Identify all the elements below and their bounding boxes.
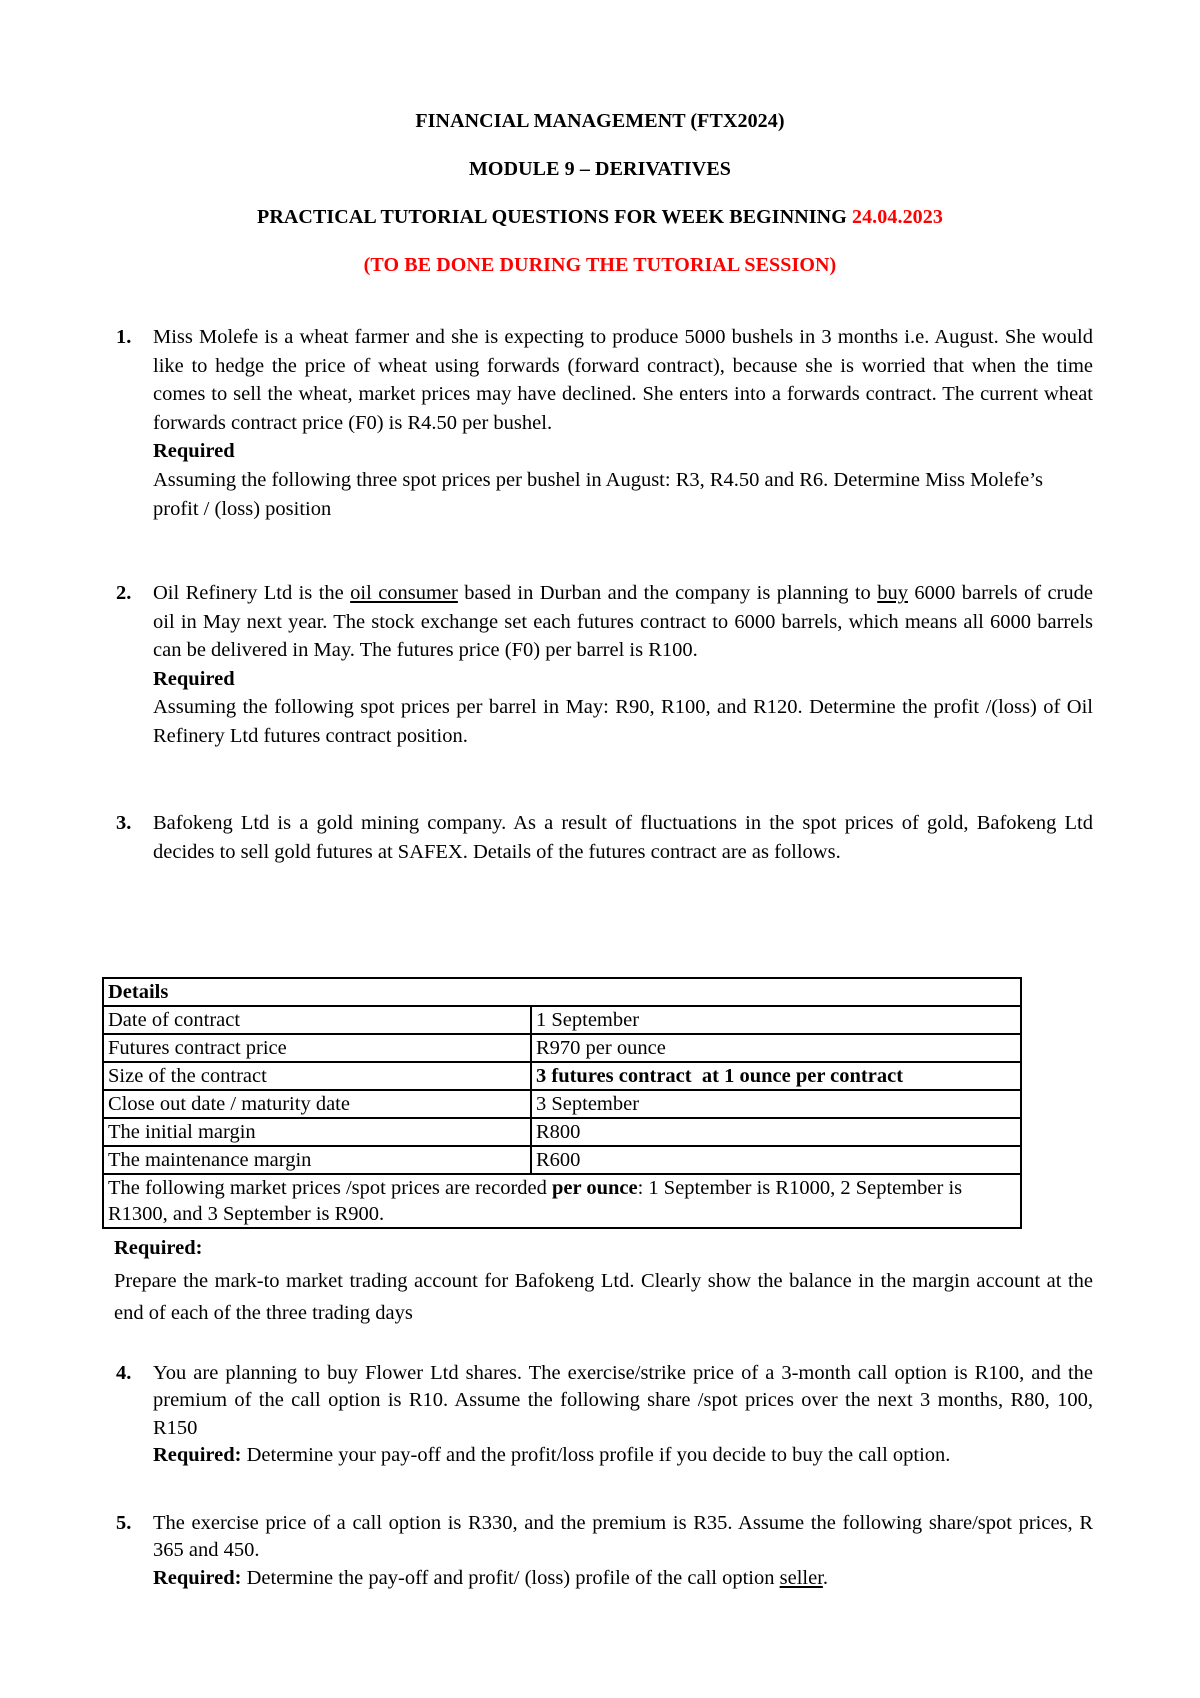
tutorial-date: 24.04.2023 bbox=[851, 206, 943, 228]
question-5 bbox=[116, 1510, 1093, 1592]
required-text: Assuming the following three spot prices per bushel in August: R3, R4.50 and R6. Determine Miss Molefe’s profit / (loss) position bbox=[153, 468, 1043, 520]
question-4 bbox=[116, 1360, 1093, 1470]
question-text: You are planning to buy Flower Ltd shares. The exercise/strike price of a 3-month call option is R100, and the premium of the call option is R10. Assume the following share /spot prices over the next 3 months, R80, 100, R150 bbox=[153, 1362, 1093, 1439]
question-number: 5. bbox=[116, 1512, 132, 1534]
question-3-required bbox=[114, 1236, 1093, 1329]
question-text: Bafokeng Ltd is a gold mining company. As a result of fluctuations in the spot prices of gold, Bafokeng Ltd decides to sell gold futures at SAFEX. Details of the futures contract are as follows. bbox=[153, 812, 1093, 863]
question-number: 1. bbox=[116, 326, 132, 348]
text-segment: 6000 barrels of crude oil in May next year. The stock exchange set each futures contract to 6000 barrels, which means all 6000 barrels can be delivered in May. The futures price (F0) per barrel is R100. bbox=[153, 582, 1093, 662]
question-text: The exercise price of a call option is R330, and the premium is R35. Assume the following share/spot prices, R 365 and 450. bbox=[153, 1512, 1093, 1562]
question-2 bbox=[116, 579, 1093, 751]
underlined-text: buy bbox=[877, 582, 908, 604]
module-title: MODULE 9 – DERIVATIVES bbox=[468, 158, 732, 180]
text-segment: based in Durban and the company is planning to bbox=[457, 582, 878, 604]
text-segment: The following market prices /spot prices are recorded bbox=[108, 1177, 552, 1199]
question-number: 3. bbox=[116, 812, 132, 834]
text-segment: : 1 September is R1000, 2 September is R1300, and 3 September is R900. bbox=[108, 1177, 963, 1225]
bold-text: per ounce bbox=[552, 1177, 638, 1199]
row-label: Date of contract bbox=[103, 1006, 531, 1034]
question-1 bbox=[116, 323, 1093, 523]
row-value: 1 September bbox=[531, 1006, 1021, 1034]
table-row bbox=[103, 1062, 1021, 1090]
row-value: R600 bbox=[531, 1146, 1021, 1174]
row-label: Size of the contract bbox=[103, 1062, 531, 1090]
question-text: Miss Molefe is a wheat farmer and she is expecting to produce 5000 bushels in 3 months i.e. August. She would like to hedge the price of wheat using forwards (forward contract), because she is worried that when the time comes to sell the wheat, market prices may have declined. She enters into a forwards contract. The current wheat forwards contract price (F0) is R4.50 per bushel. bbox=[153, 326, 1093, 434]
required-label: Required: bbox=[153, 1444, 242, 1467]
tutorial-title bbox=[0, 206, 1200, 229]
text-segment: . bbox=[822, 1566, 829, 1589]
row-label: Futures contract price bbox=[103, 1034, 531, 1062]
text-segment: Oil Refinery Ltd is the bbox=[153, 582, 351, 604]
required-text: Assuming the following spot prices per barrel in May: R90, R100, and R120. Determine the profit /(loss) of Oil Refinery Ltd futures contract position. bbox=[153, 696, 1093, 747]
table-footer bbox=[103, 1174, 1021, 1228]
underlined-text: oil consumer bbox=[350, 582, 458, 604]
table-row bbox=[103, 1034, 1021, 1062]
row-value: 3 September bbox=[531, 1090, 1021, 1118]
table-row bbox=[103, 1118, 1021, 1146]
required-paragraph bbox=[153, 1442, 1093, 1469]
required-text: Determine your pay-off and the profit/loss profile if you decide to buy the call option. bbox=[241, 1444, 951, 1467]
row-value: R800 bbox=[531, 1118, 1021, 1146]
question-number: 2. bbox=[116, 582, 132, 604]
required-paragraph bbox=[153, 1565, 1093, 1592]
required-text: Prepare the mark-to market trading account for Bafokeng Ltd. Clearly show the balance in the margin account at the end of each of the three trading days bbox=[114, 1270, 1093, 1324]
table-row bbox=[103, 1090, 1021, 1118]
tutorial-title-prefix: PRACTICAL TUTORIAL QUESTIONS FOR WEEK BEGINNING bbox=[257, 206, 847, 228]
question-number: 4. bbox=[116, 1362, 132, 1384]
required-label: Required bbox=[153, 440, 235, 463]
row-value: R970 per ounce bbox=[531, 1034, 1021, 1062]
table-header-row bbox=[103, 978, 1021, 1006]
course-title: FINANCIAL MANAGEMENT (FTX2024) bbox=[415, 110, 785, 132]
required-label: Required: bbox=[114, 1237, 203, 1259]
table-footer-row bbox=[103, 1174, 1021, 1228]
table-row bbox=[103, 1146, 1021, 1174]
required-label: Required: bbox=[153, 1566, 242, 1589]
required-text: Determine the pay-off and profit/ (loss) profile of the call option bbox=[241, 1566, 780, 1589]
question-3 bbox=[116, 809, 1093, 866]
row-label: Close out date / maturity date bbox=[103, 1090, 531, 1118]
row-value: 3 futures contract at 1 ounce per contract bbox=[531, 1062, 1021, 1090]
table-header: Details bbox=[103, 978, 1021, 1006]
underlined-text: seller bbox=[779, 1566, 823, 1589]
table-row bbox=[103, 1006, 1021, 1034]
row-label: The maintenance margin bbox=[103, 1146, 531, 1174]
question-text bbox=[153, 579, 1093, 665]
futures-details-table bbox=[102, 977, 1022, 1229]
session-note: (TO BE DONE DURING THE TUTORIAL SESSION) bbox=[363, 254, 837, 276]
required-label: Required bbox=[153, 667, 235, 690]
row-label: The initial margin bbox=[103, 1118, 531, 1146]
